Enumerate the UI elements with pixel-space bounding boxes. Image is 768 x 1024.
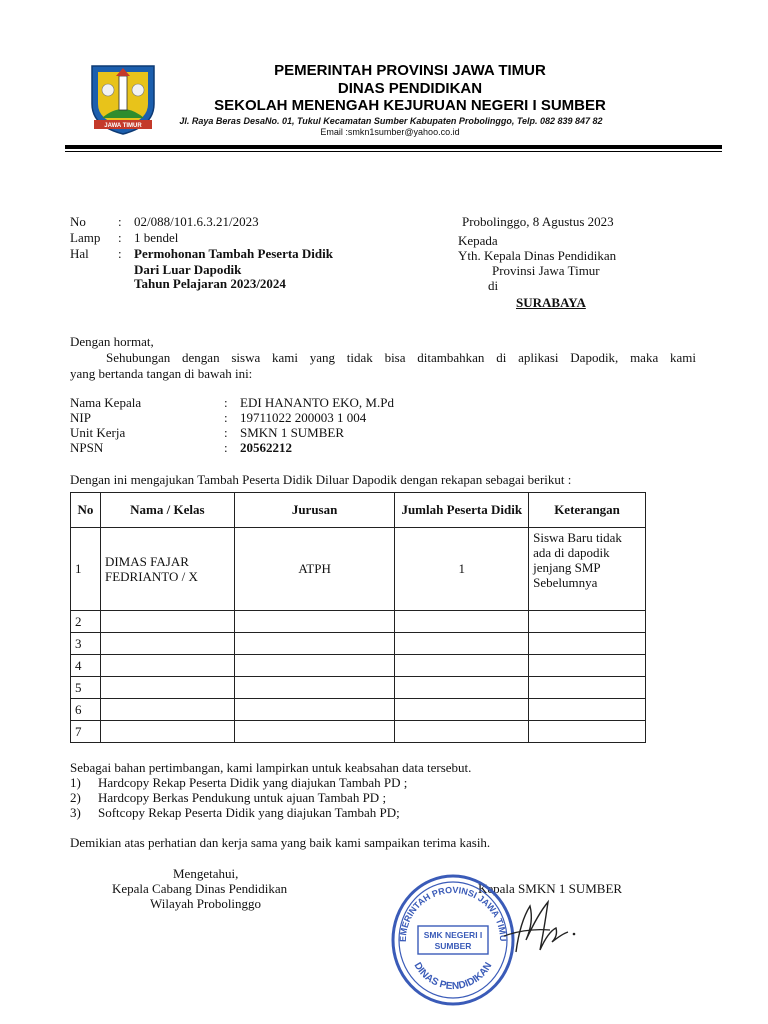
paragraph-1a: Sehubungan dengan siswa kami yang tidak bisa ditambahkan di aplikasi Dapodik, maka kami <box>106 350 696 365</box>
colon: : <box>224 440 228 455</box>
cell-nama: DIMAS FAJAR FEDRIANTO / X <box>100 528 234 611</box>
header-line-2: DINAS PENDIDIKAN <box>337 80 483 97</box>
sign-right-1: Kepala SMKN 1 SUMBER <box>478 881 623 896</box>
table-row <box>71 699 646 721</box>
kepada: Kepada <box>458 233 498 248</box>
colon: : <box>224 410 228 425</box>
cell-no: 6 <box>71 699 101 721</box>
sign-left-2: Kepala Cabang Dinas Pendidikan <box>112 881 288 896</box>
sign-left-3: Wilayah Probolinggo <box>150 896 262 911</box>
recap-table <box>70 492 646 743</box>
no-label: No <box>70 214 86 229</box>
cell-no: 5 <box>71 677 101 699</box>
table-row <box>71 677 646 699</box>
header-address: Jl. Raya Beras DesaNo. 01, Tukul Kecamatan Sumber Kabupaten Probolinggo, Telp. 082 839 847 82 <box>179 116 603 126</box>
cell-no: 1 <box>71 528 101 611</box>
stamp-bottom-text: DINAS PENDIDIKAN <box>411 960 495 993</box>
letter-number: 02/088/101.6.3.21/2023 <box>134 214 259 229</box>
identity-value: 20562212 <box>240 440 292 455</box>
header-line-3: SEKOLAH MENENGAH KEJURUAN NEGERI I SUMBER <box>214 97 606 114</box>
subject-line-2: Dari Luar Dapodik <box>134 262 242 277</box>
stamp-center-1: SMK NEGERI I <box>423 930 483 940</box>
cell-no: 7 <box>71 721 101 743</box>
col-header: Jumlah Peserta Didik <box>395 493 529 528</box>
identity-value: SMKN 1 SUMBER <box>240 425 345 440</box>
table-header-row <box>71 493 646 528</box>
hal-label: Hal <box>70 246 89 261</box>
identity-label: NPSN <box>70 440 104 455</box>
list-number: 2) <box>70 790 81 805</box>
paragraph-1b: yang bertanda tangan di bawah ini: <box>70 366 253 381</box>
attachments-list <box>70 775 570 820</box>
logo-text: JAWA TIMUR <box>104 123 142 129</box>
cell-no: 4 <box>71 655 101 677</box>
table-row <box>71 633 646 655</box>
salutation: Dengan hormat, <box>70 334 154 349</box>
recipient-title: Yth. Kepala Dinas Pendidikan <box>458 248 617 263</box>
identity-value: EDI HANANTO EKO, M.Pd <box>240 395 394 410</box>
attachment-count: 1 bendel <box>134 230 179 245</box>
attachments-intro: Sebagai bahan pertimbangan, kami lampirkan untuk keabsahan data tersebut. <box>70 760 472 775</box>
list-number: 1) <box>70 775 81 790</box>
header-rule-thin <box>65 151 722 152</box>
colon: : <box>118 214 122 229</box>
list-number: 3) <box>70 805 81 820</box>
colon: : <box>224 395 228 410</box>
meta-block <box>70 214 400 290</box>
header-email: Email :smkn1sumber@yahoo.co.id <box>320 127 460 137</box>
table-row <box>71 611 646 633</box>
table-row <box>71 528 646 611</box>
subject-line-1: Permohonan Tambah Peserta Didik <box>134 246 333 261</box>
handwritten-signature <box>496 892 586 962</box>
col-header: Nama / Kelas <box>100 493 234 528</box>
stamp-center-2: SUMBER <box>434 941 472 951</box>
recipient-city: SURABAYA <box>516 295 586 310</box>
table-intro: Dengan ini mengajukan Tambah Peserta Didik Diluar Dapodik dengan rekapan sebagai berikut : <box>70 472 572 487</box>
cell-jurusan: ATPH <box>234 528 395 611</box>
colon: : <box>118 230 122 245</box>
closing-sentence: Demikian atas perhatian dan kerja sama yang baik kami sampaikan terima kasih. <box>70 835 491 850</box>
cell-jumlah: 1 <box>395 528 529 611</box>
sign-left-1: Mengetahui, <box>173 866 239 881</box>
cell-no: 3 <box>71 633 101 655</box>
identity-label: NIP <box>70 410 91 425</box>
col-header: Jurusan <box>234 493 395 528</box>
list-item: Hardcopy Berkas Pendukung untuk ajuan Tambah PD ; <box>98 790 387 805</box>
identity-block <box>70 395 470 455</box>
list-item: Hardcopy Rekap Peserta Didik yang diajukan Tambah PD ; <box>98 775 408 790</box>
recipient-di: di <box>488 278 499 293</box>
provincial-logo <box>86 60 160 136</box>
colon: : <box>224 425 228 440</box>
lamp-label: Lamp <box>70 230 101 245</box>
col-header: Keterangan <box>529 493 646 528</box>
place-date: Probolinggo, 8 Agustus 2023 <box>462 214 614 229</box>
table-row <box>71 721 646 743</box>
stamp-top-text: EMERINTAH PROVINSI JAWA TIMU <box>397 884 509 942</box>
identity-label: Unit Kerja <box>70 425 126 440</box>
cell-keterangan: Siswa Baru tidak ada di dapodik jenjang SMP Sebelumnya <box>529 528 646 611</box>
list-item: Softcopy Rekap Peserta Didik yang diajukan Tambah PD; <box>98 805 400 820</box>
recipient-province: Provinsi Jawa Timur <box>492 263 600 278</box>
colon: : <box>118 246 122 261</box>
cell-no: 2 <box>71 611 101 633</box>
identity-value: 19711022 200003 1 004 <box>240 410 367 425</box>
col-header: No <box>71 493 101 528</box>
table-row <box>71 655 646 677</box>
identity-label: Nama Kepala <box>70 395 142 410</box>
header-line-1: PEMERINTAH PROVINSI JAWA TIMUR <box>274 62 546 79</box>
header-rule-thick <box>65 145 722 149</box>
subject-line-3: Tahun Pelajaran 2023/2024 <box>134 276 286 291</box>
